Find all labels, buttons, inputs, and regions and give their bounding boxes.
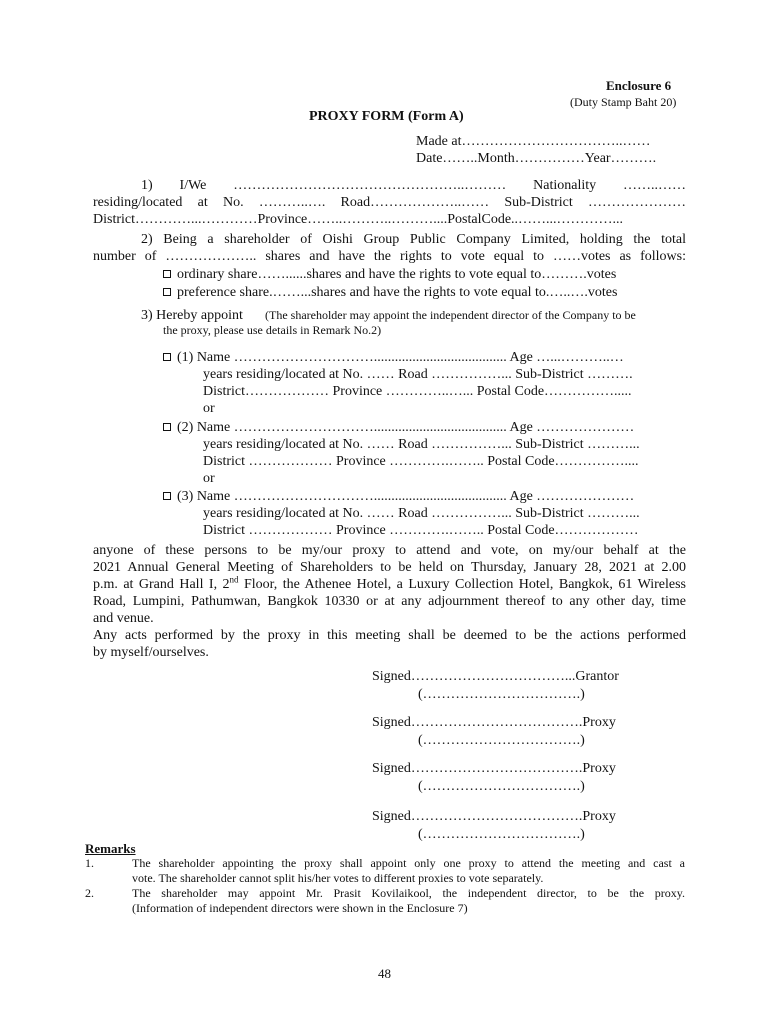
proxy3-address-line: years residing/located at No. …… Road ……………... Sub-District ………... bbox=[203, 506, 640, 521]
body-p1-line3-b: Floor, the Athenee Hotel, a Luxury Collection Hotel, Bangkok, 61 Wireless bbox=[238, 577, 686, 592]
body-p1-line5: and venue. bbox=[93, 611, 154, 626]
proxy1-address-line: years residing/located at No. …… Road ……………... Sub-District ………. bbox=[203, 367, 633, 382]
preference-share-option bbox=[163, 284, 617, 301]
remark2-line1: The shareholder may appoint Mr. Prasit Kovilaikool, the independent director, to be the proxy. bbox=[132, 886, 685, 900]
or-separator-1: or bbox=[203, 401, 215, 416]
body-p1-line3 bbox=[93, 576, 686, 593]
proxy2-name-line: (2) Name …………………………...................................... Age ………………… bbox=[177, 420, 635, 435]
body-p1-line3-a: p.m. at Grand Hall I, 2 bbox=[93, 577, 230, 592]
proxy3-signature-name: (…………………………….) bbox=[418, 827, 585, 842]
proxy2-name-row bbox=[163, 419, 634, 436]
proxy2-district-line: District ……………… Province ………….…….. Postal Code…………….... bbox=[203, 454, 639, 469]
grantor-signature-line: Signed……………………………...Grantor bbox=[372, 669, 619, 684]
item3-heading: 3) Hereby appoint bbox=[141, 308, 243, 323]
body-p2-line1: Any acts performed by the proxy in this meeting shall be deemed to be the actions performed bbox=[93, 628, 686, 643]
remark2-number: 2. bbox=[85, 886, 94, 900]
item2-line2: number of ……………….. shares and have the rights to vote equal to ……votes as follows: bbox=[93, 249, 686, 264]
remark2-line2: (Information of independent directors were shown in the Enclosure 7) bbox=[132, 901, 468, 915]
proxy3-signature-line: Signed……………………………….Proxy bbox=[372, 809, 616, 824]
body-p1-line4: Road, Lumpini, Pathumwan, Bangkok 10330 or at any adjournment thereof to any other day, time bbox=[93, 594, 686, 609]
preference-share-label: preference share.……...shares and have the rights to vote equal to.…..….votes bbox=[177, 285, 618, 300]
body-p1-line3-sup: nd bbox=[229, 574, 239, 585]
proxy3-district-line: District ……………… Province ………….…….. Postal Code……………… bbox=[203, 523, 639, 538]
proxy1-district-line: District……………… Province …………..…... Postal Code……………..... bbox=[203, 384, 632, 399]
item1-line3: District…………...…………Province……..………..………....PostalCode..……...…………... bbox=[93, 212, 624, 227]
item3-note-line2: the proxy, please use details in Remark No.2) bbox=[163, 323, 382, 337]
date-line: Date……..Month……………Year………. bbox=[416, 151, 657, 166]
proxy3-name-line: (3) Name …………………………...................................... Age ………………… bbox=[177, 489, 635, 504]
form-title: PROXY FORM (Form A) bbox=[309, 109, 464, 124]
body-p2-line2: by myself/ourselves. bbox=[93, 645, 209, 660]
proxy2-address-line: years residing/located at No. …… Road ……………... Sub-District ………... bbox=[203, 437, 640, 452]
made-at-line: Made at……………………………..…… bbox=[416, 134, 651, 149]
body-p1-line2: 2021 Annual General Meeting of Shareholders to be held on Thursday, January 28, 2021 at 2.00 bbox=[93, 560, 686, 575]
proxy1-signature-name: (…………………………….) bbox=[418, 733, 585, 748]
grantor-name-line: (…………………………….) bbox=[418, 687, 585, 702]
item1-line1: 1) I/We …………………………………………..……… Nationality ……..…… bbox=[141, 178, 686, 193]
duty-stamp-note: (Duty Stamp Baht 20) bbox=[570, 95, 677, 109]
proxy3-name-row bbox=[163, 488, 634, 505]
item2-line1: 2) Being a shareholder of Oishi Group Public Company Limited, holding the total bbox=[141, 232, 686, 247]
enclosure-label: Enclosure 6 bbox=[606, 78, 672, 93]
page-number: 48 bbox=[378, 966, 391, 981]
ordinary-share-option bbox=[163, 266, 616, 283]
preference-share-checkbox[interactable] bbox=[163, 288, 171, 296]
proxy2-signature-name: (…………………………….) bbox=[418, 779, 585, 794]
remark1-line1: The shareholder appointing the proxy shall appoint only one proxy to attend the meeting and cast a bbox=[132, 856, 685, 870]
ordinary-share-checkbox[interactable] bbox=[163, 270, 171, 278]
remark1-number: 1. bbox=[85, 856, 94, 870]
ordinary-share-label: ordinary share……......shares and have the rights to vote equal to……….votes bbox=[177, 267, 617, 282]
remark1-line2: vote. The shareholder cannot split his/her votes to different proxies to vote separately. bbox=[132, 871, 544, 885]
proxy3-checkbox[interactable] bbox=[163, 492, 171, 500]
proxy2-checkbox[interactable] bbox=[163, 423, 171, 431]
body-p1-line1: anyone of these persons to be my/our proxy to attend and vote, on my/our behalf at the bbox=[93, 543, 686, 558]
proxy1-signature-line: Signed……………………………….Proxy bbox=[372, 715, 616, 730]
or-separator-2: or bbox=[203, 471, 215, 486]
proxy1-checkbox[interactable] bbox=[163, 353, 171, 361]
remarks-heading: Remarks bbox=[85, 841, 136, 856]
item3-note-line1: (The shareholder may appoint the independent director of the Company to be bbox=[265, 308, 636, 322]
proxy1-name-row bbox=[163, 349, 624, 366]
item1-line2: residing/located at No. ………..…. Road………………..…… Sub-District ………………… bbox=[93, 195, 686, 210]
proxy2-signature-line: Signed……………………………….Proxy bbox=[372, 761, 616, 776]
proxy1-name-line: (1) Name …………………………...................................... Age …...………..… bbox=[177, 350, 624, 365]
